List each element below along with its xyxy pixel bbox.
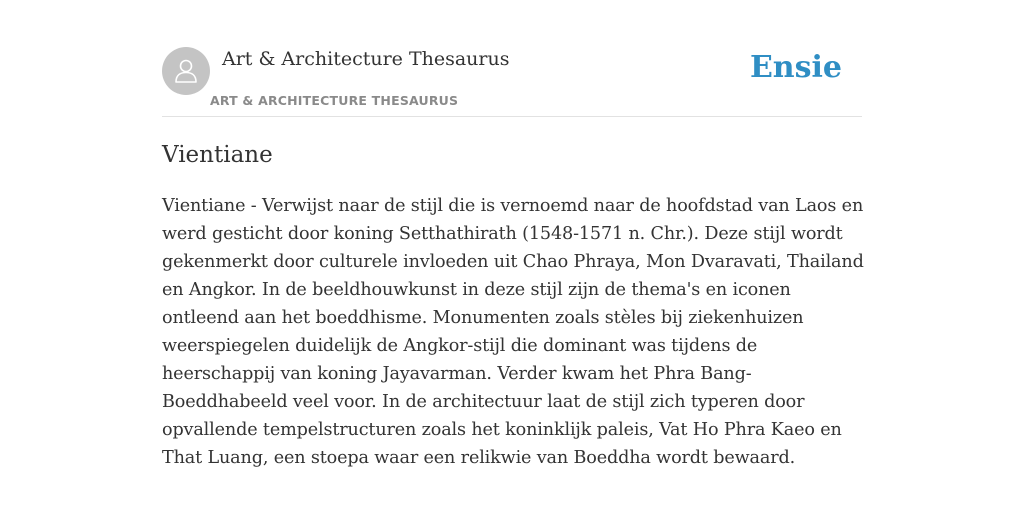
source-header <box>162 44 862 117</box>
user-silhouette-icon <box>171 56 201 86</box>
term-title: Vientiane <box>162 142 273 168</box>
term-definition: Vientiane - Verwijst naar de stijl die is vernoemd naar de hoofdstad van Laos en werd gesticht door koning Setthathirath (1548-1571 n. Chr.). Deze stijl wordt gekenmerkt door culturele invloeden uit Chao Phraya, Mon Dvaravati, Thailand en Angkor. In de beeldhouwkunst in deze stijl zijn de thema's en iconen ontleend aan het boeddhisme. Monumenten zoals stèles bij ziekenhuizen weerspiegelen duidelijk de Angkor-stijl die dominant was tijdens de heerschappij van koning Jayavarman. Verder kwam het Phra Bang-Boeddhabeeld veel voor. In de architectuur laat de stijl zich typeren door opvallende tempelstructuren zoals het koninklijk paleis, Vat Ho Phra Kaeo en That Luang, een stoepa waar een relikwie van Boeddha wordt bewaard. <box>162 196 864 468</box>
avatar[interactable] <box>162 47 210 95</box>
source-title-link[interactable]: Art & Architecture Thesaurus <box>222 48 510 70</box>
ensie-logo[interactable]: Ensie <box>749 50 842 85</box>
source-subtitle-link[interactable]: ART & ARCHITECTURE THESAURUS <box>210 93 459 108</box>
